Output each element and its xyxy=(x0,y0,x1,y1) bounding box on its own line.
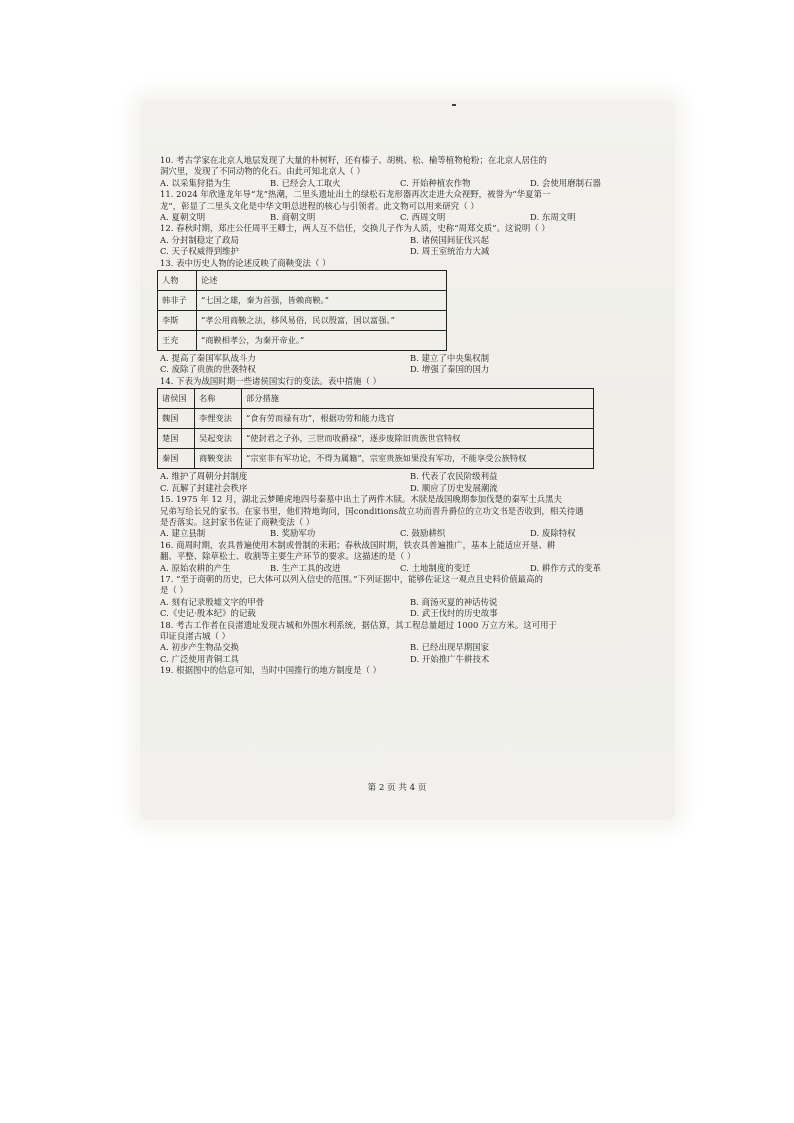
table-row xyxy=(158,331,447,351)
q16-stem-line2: 翻、平整、除草松土、收割等主要生产环节的要求。这描述的是（ ） xyxy=(160,551,416,562)
q14-options-row2 xyxy=(160,483,660,494)
q12-stem: 12. 春秋时期，郑庄公任周平王卿士，两人互不信任，交换儿子作为人质，史称“周郑交质”。这说明（ ） xyxy=(160,223,550,234)
q18-stem-line2: 印证良渚古城（ ） xyxy=(160,630,231,641)
table-header: 部分措施 xyxy=(242,389,594,409)
q15-options xyxy=(160,528,660,539)
table-header: 诸侯国 xyxy=(158,389,195,409)
q17-stem-line2: 是（ ） xyxy=(160,585,188,596)
table-cell: “商鞅相孝公，为秦开帝业。” xyxy=(197,331,447,351)
q14-options-row1 xyxy=(160,471,660,482)
q15-option-a[interactable]: A. 建立县制 xyxy=(160,528,206,539)
q17-stem-line1: 17. “至于商朝的历史，已大体可以列入信史的范围。”下列证据中，能够佐证这一观点且史料价值最高的 xyxy=(160,573,543,584)
exam-content xyxy=(160,155,660,677)
table-row xyxy=(158,311,447,331)
q12-option-a[interactable]: A. 分封制稳定了政局 xyxy=(160,234,239,245)
q19-stem: 19. 根据图中的信息可知，当时中国推行的地方制度是（ ） xyxy=(160,665,382,676)
q10-option-b[interactable]: B. 已经会人工取火 xyxy=(270,177,341,188)
q16-option-d[interactable]: D. 耕作方式的变革 xyxy=(530,562,601,573)
table-row xyxy=(158,449,594,469)
q13-option-a[interactable]: A. 提高了秦国军队战斗力 xyxy=(160,353,256,364)
table-cell: “孝公用商鞅之法，移风易俗，民以殷富，国以富强。” xyxy=(197,311,447,331)
table-cell: “食有劳而禄有功”，根据功劳和能力选官 xyxy=(242,409,594,429)
q12-option-b[interactable]: B. 诸侯国间征伐兴起 xyxy=(410,234,490,245)
q15-stem-line3: 是否落实。这封家书佐证了商鞅变法（ ） xyxy=(160,516,315,527)
q18-option-c[interactable]: C. 广泛使用青铜工具 xyxy=(160,653,239,664)
q15-option-d[interactable]: D. 废除特权 xyxy=(530,528,576,539)
q13-options-row2 xyxy=(160,364,660,375)
q13-option-d[interactable]: D. 增强了秦国的国力 xyxy=(410,364,490,375)
q17-options-row1 xyxy=(160,597,660,608)
q12-options-row1 xyxy=(160,235,660,246)
q13-table xyxy=(157,270,447,351)
q11-stem-line1: 11. 2024 年欣逢龙年导“龙”热潮，二里头遗址出土的绿松石龙形器再次走进大众视野，被誉为“华夏第一 xyxy=(160,189,551,200)
q14-option-a[interactable]: A. 维护了周朝分封制度 xyxy=(160,471,248,482)
table-header: 论述 xyxy=(197,271,447,291)
table-cell: “七国之雄，秦为首强，皆赖商鞅。” xyxy=(197,291,447,311)
q14-table xyxy=(157,388,594,469)
q10-stem-line2: 洞穴里，发现了不同动物的化石。由此可知北京人（ ） xyxy=(160,166,365,177)
table-row xyxy=(158,409,594,429)
q11-option-d[interactable]: D. 东周文明 xyxy=(530,212,576,223)
q16-option-a[interactable]: A. 原始农耕的产生 xyxy=(160,562,231,573)
q14-option-d[interactable]: D. 顺应了历史发展潮流 xyxy=(410,482,498,493)
q15-stem-line2: 兄弟写给长兄的家书。在家书里，他们特地询问，国conditions故立功而晋升爵位的立功文书是否收到，相关待遇 xyxy=(160,505,584,516)
table-cell: “使封君之子孙，三世而收爵禄”，逐步废除旧贵族世官特权 xyxy=(242,429,594,449)
q17-options-row2 xyxy=(160,608,660,619)
q13-stem: 13. 表中历史人物的论述反映了商鞅变法（ ） xyxy=(160,257,331,268)
q18-options-row1 xyxy=(160,642,660,653)
table-header-row xyxy=(158,389,594,409)
table-cell: 李悝变法 xyxy=(195,409,242,429)
q18-option-b[interactable]: B. 已经出现早期国家 xyxy=(410,642,490,653)
q15-option-c[interactable]: C. 鼓励耕织 xyxy=(400,528,446,539)
q13-option-b[interactable]: B. 建立了中央集权制 xyxy=(410,353,490,364)
q17-option-c[interactable]: C.《史记·殷本纪》的记载 xyxy=(160,608,256,619)
q18-options-row2 xyxy=(160,654,660,665)
q12-options-row2 xyxy=(160,246,660,257)
q13-option-c[interactable]: C. 废除了贵族的世袭特权 xyxy=(160,364,256,375)
table-row xyxy=(158,291,447,311)
q10-stem-line1: 10. 考古学家在北京人地层发现了大量的朴树籽，还有榛子、胡桃、松、榆等植物枪粉；在北京人居住的 xyxy=(160,155,547,165)
q17-option-a[interactable]: A. 刻有记录殷墟文字的甲骨 xyxy=(160,596,265,607)
q12-option-d[interactable]: D. 周王室统治力大减 xyxy=(410,246,490,257)
q11-option-a[interactable]: A. 夏朝文明 xyxy=(160,212,206,223)
q10-options xyxy=(160,178,660,189)
table-cell: “宗室非有军功论，不得为属籍”，宗室贵族如果没有军功，不能享受公族特权 xyxy=(242,449,594,469)
q10-option-c[interactable]: C. 开始种植农作物 xyxy=(400,177,471,188)
q16-options xyxy=(160,563,660,574)
table-header: 名称 xyxy=(195,389,242,409)
q15-option-b[interactable]: B. 奖励军功 xyxy=(270,528,316,539)
q18-stem-line1: 18. 考古工作者在良渚遗址发现古城和外围水利系统，据估算，其工程总量超过 1000 万立方米。这可用于 xyxy=(160,619,557,630)
q18-option-a[interactable]: A. 初步产生物品交换 xyxy=(160,642,239,653)
table-header-row xyxy=(158,271,447,291)
q16-option-c[interactable]: C. 土地制度的变迁 xyxy=(400,562,471,573)
q12-option-c[interactable]: C. 天子权威得到维护 xyxy=(160,246,239,257)
page-footer: 第 2 页 共 4 页 xyxy=(367,783,427,793)
q11-options xyxy=(160,212,660,223)
table-cell: 秦国 xyxy=(158,449,195,469)
q18-option-d[interactable]: D. 开始推广牛耕技术 xyxy=(410,653,490,664)
q10-option-a[interactable]: A. 以采集狩猎为生 xyxy=(160,177,231,188)
q13-options-row1 xyxy=(160,353,660,364)
table-cell: 李斯 xyxy=(158,311,197,331)
table-cell: 楚国 xyxy=(158,429,195,449)
q11-stem-line2: 龙”，彰显了二里头文化是中华文明总进程的核心与引领者。此文物可以用来研究（ ） xyxy=(160,200,479,211)
q14-option-b[interactable]: B. 代表了农民阶级利益 xyxy=(410,471,498,482)
paper-speck xyxy=(452,104,456,106)
table-cell: 王充 xyxy=(158,331,197,351)
q14-stem: 14. 下表为战国时期一些诸侯国实行的变法。表中措施（ ） xyxy=(160,375,382,386)
q16-stem-line1: 16. 商周时期，农具普遍使用木制或骨制的耒耜；春秋战国时期，铁农具普遍推广，基本上能适应开垦、耕 xyxy=(160,539,556,550)
q17-option-b[interactable]: B. 商汤灭夏的神话传说 xyxy=(410,596,498,607)
q10-option-d[interactable]: D. 会使用磨制石器 xyxy=(530,177,601,188)
table-cell: 魏国 xyxy=(158,409,195,429)
q17-option-d[interactable]: D. 武王伐纣的历史故事 xyxy=(410,608,498,619)
q11-option-c[interactable]: C. 西周文明 xyxy=(400,212,446,223)
q15-stem-line1: 15. 1975 年 12 月，湖北云梦睡虎地四号秦墓中出土了两件木牍。木牍是战国晚期参加伐楚的秦军士兵黑夫 xyxy=(160,494,563,505)
table-cell: 吴起变法 xyxy=(195,429,242,449)
table-cell: 韩非子 xyxy=(158,291,197,311)
table-cell: 商鞅变法 xyxy=(195,449,242,469)
table-header: 人物 xyxy=(158,271,197,291)
table-row xyxy=(158,429,594,449)
q11-option-b[interactable]: B. 商朝文明 xyxy=(270,212,316,223)
q16-option-b[interactable]: B. 生产工具的改进 xyxy=(270,562,341,573)
q14-option-c[interactable]: C. 瓦解了封建社会秩序 xyxy=(160,482,248,493)
